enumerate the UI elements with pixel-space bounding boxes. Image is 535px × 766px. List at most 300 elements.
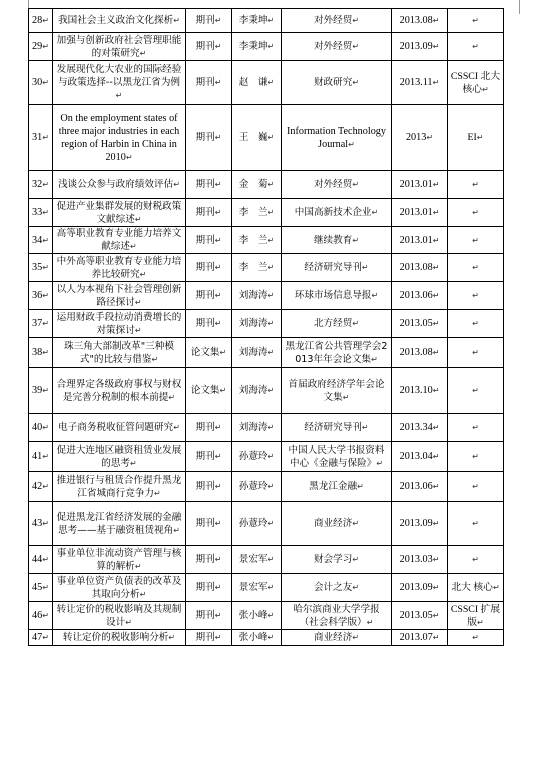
cell-author — [232, 227, 282, 254]
cell-publication — [282, 199, 392, 227]
cell-type — [186, 368, 232, 414]
paragraph-mark: ↵ — [472, 633, 479, 642]
paragraph-mark: ↵ — [42, 348, 49, 357]
cell-title — [53, 472, 186, 502]
paragraph-mark: ↵ — [42, 319, 49, 328]
paragraph-mark: ↵ — [214, 235, 222, 245]
paragraph-mark: ↵ — [214, 583, 222, 592]
paragraph-mark: ↵ — [115, 91, 123, 100]
cell-date — [392, 33, 448, 61]
cell-number-text: 30 — [32, 77, 43, 88]
paragraph-mark: ↵ — [42, 519, 49, 528]
cell-type-text: 期刊 — [195, 554, 215, 565]
crop-mark-left — [14, 0, 29, 14]
table-row — [29, 368, 504, 414]
paragraph-mark: ↵ — [134, 214, 142, 224]
cell-author-text: 张小峰 — [238, 632, 268, 643]
cell-type — [186, 502, 232, 546]
cell-date — [392, 61, 448, 105]
cell-type-text: 期刊 — [195, 290, 215, 301]
cell-type — [186, 61, 232, 105]
cell-date — [392, 282, 448, 310]
paragraph-mark: ↵ — [214, 291, 222, 300]
cell-index — [448, 442, 504, 472]
cell-publication — [282, 254, 392, 282]
cell-title-text: 事业单位非流动资产管理与核算的解析 — [56, 547, 182, 572]
cell-author — [232, 546, 282, 574]
cell-number-text: 32 — [32, 179, 43, 190]
paragraph-mark: ↵ — [267, 555, 275, 564]
cell-type — [186, 630, 232, 646]
cell-number — [29, 368, 53, 414]
cell-title-text: 加强与创新政府社会管理职能的对策研究 — [56, 34, 182, 59]
paragraph-mark: ↵ — [214, 208, 222, 217]
cell-publication-text: 北方经贸 — [313, 318, 353, 329]
paragraph-mark: ↵ — [151, 354, 159, 364]
cell-type — [186, 33, 232, 61]
cell-author — [232, 574, 282, 602]
paragraph-mark: ↵ — [134, 561, 142, 571]
cell-index — [448, 368, 504, 414]
publications-table — [28, 8, 504, 646]
cell-title-text: 促进黑龙江省经济发展的金融思考——基于融资租赁视角 — [56, 511, 182, 536]
cell-author-text: 李 兰 — [238, 262, 268, 273]
cell-index-text: CSSCI 北大核心 — [450, 70, 501, 95]
paragraph-mark: ↵ — [42, 555, 49, 564]
cell-number — [29, 574, 53, 602]
paragraph-mark: ↵ — [426, 133, 434, 142]
table-row — [29, 630, 504, 646]
paragraph-mark: ↵ — [472, 208, 479, 217]
paragraph-mark: ↵ — [472, 519, 479, 528]
cell-publication — [282, 33, 392, 61]
cell-number-text: 35 — [32, 262, 43, 273]
cell-number — [29, 630, 53, 646]
cell-date — [392, 502, 448, 546]
paragraph-mark: ↵ — [134, 297, 142, 307]
cell-publication — [282, 310, 392, 338]
cell-number — [29, 602, 53, 630]
cell-publication-text: 对外经贸 — [313, 179, 353, 190]
cell-date-text: 2013.11 — [399, 77, 433, 88]
cell-index — [448, 105, 504, 171]
paragraph-mark: ↵ — [352, 583, 360, 592]
cell-publication-text: 黑龙江金融 — [309, 481, 358, 492]
paragraph-mark: ↵ — [472, 555, 479, 564]
cell-author — [232, 310, 282, 338]
paragraph-mark: ↵ — [42, 611, 49, 620]
cell-author-text: 刘海涛 — [238, 385, 268, 396]
cell-type-text: 期刊 — [195, 518, 215, 529]
cell-title-text: 浅谈公众参与政府绩效评估 — [58, 179, 174, 190]
cell-type-text: 期刊 — [195, 234, 215, 246]
cell-number — [29, 414, 53, 442]
paragraph-mark: ↵ — [219, 348, 227, 357]
paragraph-mark: ↵ — [432, 263, 440, 272]
cell-publication — [282, 9, 392, 33]
cell-date-text: 2013.08 — [399, 15, 433, 26]
cell-number — [29, 105, 53, 171]
paragraph-mark: ↵ — [432, 519, 440, 528]
cell-date-text: 2013.09 — [399, 41, 433, 52]
paragraph-mark: ↵ — [477, 617, 484, 627]
table-row — [29, 574, 504, 602]
cell-date-text: 2013.04 — [399, 451, 433, 462]
cell-title-text: 转让定价的税收影响及其规制设计 — [56, 603, 182, 628]
cell-author-text: 孙薏玲 — [238, 481, 268, 492]
paragraph-mark: ↵ — [42, 386, 49, 395]
table-row — [29, 105, 504, 171]
paragraph-mark: ↵ — [352, 319, 360, 328]
paragraph-mark: ↵ — [472, 423, 479, 432]
cell-title — [53, 254, 186, 282]
paragraph-mark: ↵ — [352, 16, 360, 25]
paragraph-mark: ↵ — [42, 78, 49, 87]
cell-date — [392, 442, 448, 472]
paragraph-mark: ↵ — [173, 423, 180, 432]
cell-number-text: 39 — [32, 385, 43, 396]
cell-index — [448, 282, 504, 310]
cell-publication — [282, 546, 392, 574]
cell-date-text: 2013.07 — [399, 632, 433, 643]
paragraph-mark: ↵ — [472, 180, 479, 189]
cell-author-text: 刘海涛 — [238, 318, 268, 329]
cell-author-text: 赵 谦 — [238, 77, 268, 88]
cell-date — [392, 574, 448, 602]
paragraph-mark: ↵ — [267, 16, 275, 25]
paragraph-mark: ↵ — [125, 617, 132, 627]
paragraph-mark: ↵ — [214, 423, 222, 432]
paragraph-mark: ↵ — [267, 319, 275, 328]
paragraph-mark: ↵ — [214, 78, 222, 87]
cell-number — [29, 33, 53, 61]
cell-title — [53, 310, 186, 338]
paragraph-mark: ↵ — [371, 354, 378, 364]
cell-type-text: 期刊 — [195, 610, 215, 621]
cell-date — [392, 472, 448, 502]
paragraph-mark: ↵ — [432, 291, 440, 300]
paragraph-mark: ↵ — [267, 42, 275, 51]
cell-date-text: 2013.05 — [399, 318, 433, 329]
cell-title — [53, 338, 186, 368]
paragraph-mark: ↵ — [472, 452, 479, 461]
cell-number-text: 29 — [32, 41, 43, 52]
cell-index — [448, 9, 504, 33]
cell-index — [448, 33, 504, 61]
cell-number — [29, 338, 53, 368]
cell-title-text: On the employment states of three major industries in each region of Harbin in China in 2010 — [58, 112, 180, 163]
cell-date-text: 2013.03 — [399, 554, 433, 565]
cell-index-text: CSSCI 扩展版 — [450, 603, 501, 628]
cell-index — [448, 61, 504, 105]
cell-author-text: 金 菊 — [238, 179, 268, 190]
cell-title-text: 运用财政手段拉动消费增长的对策探讨 — [56, 311, 182, 336]
cell-type — [186, 442, 232, 472]
cell-title-text: 以人为本视角下社会管理创新路径探讨 — [56, 283, 182, 308]
table-row — [29, 33, 504, 61]
cell-type — [186, 282, 232, 310]
cell-type-text: 期刊 — [195, 451, 215, 462]
paragraph-mark: ↵ — [371, 291, 379, 300]
cell-date-text: 2013.34 — [399, 422, 433, 433]
cell-index — [448, 574, 504, 602]
paragraph-mark: ↵ — [42, 482, 49, 491]
paragraph-mark: ↵ — [42, 291, 49, 300]
cell-index — [448, 254, 504, 282]
table-row — [29, 199, 504, 227]
cell-publication-text: 哈尔滨商业大学学报（社会科学版） — [293, 603, 380, 628]
cell-date — [392, 338, 448, 368]
cell-date — [392, 105, 448, 171]
cell-date — [392, 630, 448, 646]
table-row — [29, 282, 504, 310]
cell-index — [448, 338, 504, 368]
paragraph-mark: ↵ — [173, 180, 180, 189]
cell-type-text: 期刊 — [195, 207, 215, 218]
cell-publication-text: 中国高新技术企业 — [294, 207, 372, 218]
paragraph-mark: ↵ — [432, 208, 440, 217]
cell-author-text: 景宏军 — [238, 554, 268, 565]
cell-type — [186, 9, 232, 33]
cell-type-text: 论文集 — [190, 347, 220, 358]
cell-title — [53, 602, 186, 630]
cell-date-text: 2013.09 — [399, 518, 433, 529]
cell-author-text: 孙薏玲 — [238, 451, 268, 462]
paragraph-mark: ↵ — [214, 16, 222, 25]
paragraph-mark: ↵ — [267, 386, 275, 395]
paragraph-mark: ↵ — [432, 633, 440, 642]
cell-title — [53, 502, 186, 546]
cell-number-text: 28 — [32, 15, 43, 26]
cell-index — [448, 502, 504, 546]
cell-publication-text: 中国人民大学书报资料中心《金融与保险》 — [288, 444, 385, 469]
cell-type — [186, 227, 232, 254]
cell-number-text: 33 — [32, 207, 43, 218]
cell-author-text: 刘海涛 — [238, 290, 268, 301]
cell-number-text: 43 — [32, 518, 43, 529]
paragraph-mark: ↵ — [361, 263, 369, 272]
paragraph-mark: ↵ — [42, 16, 49, 25]
paragraph-mark: ↵ — [168, 392, 176, 402]
cell-author — [232, 502, 282, 546]
cell-type — [186, 338, 232, 368]
cell-index-text: 北大 核心 — [451, 582, 493, 593]
cell-date-text: 2013.10 — [399, 385, 433, 396]
cell-date-text: 2013.06 — [399, 290, 433, 301]
cell-type — [186, 546, 232, 574]
paragraph-mark: ↵ — [432, 348, 440, 357]
paragraph-mark: ↵ — [214, 180, 222, 189]
paragraph-mark: ↵ — [342, 392, 350, 402]
paragraph-mark: ↵ — [432, 423, 440, 432]
cell-date — [392, 414, 448, 442]
paragraph-mark: ↵ — [173, 16, 180, 25]
paragraph-mark: ↵ — [432, 555, 440, 564]
paragraph-mark: ↵ — [432, 78, 440, 87]
cell-date-text: 2013.01 — [399, 207, 433, 218]
cell-publication-text: 环球市场信息导报 — [294, 290, 372, 301]
cell-author — [232, 602, 282, 630]
cell-title-text: 珠三角大部制改革"三种模式"的比较与借鉴 — [64, 340, 174, 365]
paragraph-mark: ↵ — [267, 263, 275, 272]
cell-author — [232, 368, 282, 414]
cell-author — [232, 9, 282, 33]
table-row — [29, 602, 504, 630]
paragraph-mark: ↵ — [42, 133, 49, 142]
paragraph-mark: ↵ — [472, 482, 479, 491]
paragraph-mark: ↵ — [267, 423, 275, 432]
paragraph-mark: ↵ — [352, 235, 360, 245]
cell-number — [29, 442, 53, 472]
cell-number-text: 42 — [32, 481, 43, 492]
cell-date — [392, 9, 448, 33]
cell-number-text: 36 — [32, 290, 43, 301]
table-row — [29, 171, 504, 199]
table-row — [29, 414, 504, 442]
table-row — [29, 61, 504, 105]
cell-number-text: 38 — [32, 347, 43, 358]
cell-index-text: EI — [467, 132, 477, 143]
cell-type-text: 期刊 — [195, 632, 215, 643]
cell-title — [53, 282, 186, 310]
table-row — [29, 502, 504, 546]
cell-type-text: 期刊 — [195, 582, 215, 593]
paragraph-mark: ↵ — [42, 235, 49, 245]
cell-author — [232, 61, 282, 105]
paragraph-mark: ↵ — [472, 42, 479, 51]
cell-number-text: 31 — [32, 132, 43, 143]
crop-mark-right — [519, 0, 534, 14]
paragraph-mark: ↵ — [361, 423, 369, 432]
cell-title — [53, 199, 186, 227]
cell-title-text: 事业单位资产负债表的改革及其取向分析 — [56, 575, 182, 600]
paragraph-mark: ↵ — [42, 452, 49, 461]
paragraph-mark: ↵ — [154, 488, 161, 498]
paragraph-mark: ↵ — [432, 319, 440, 328]
cell-date — [392, 546, 448, 574]
cell-date — [392, 310, 448, 338]
paragraph-mark: ↵ — [432, 16, 440, 25]
cell-date-text: 2013.05 — [399, 610, 433, 621]
paragraph-mark: ↵ — [352, 519, 360, 528]
cell-date — [392, 254, 448, 282]
paragraph-mark: ↵ — [267, 452, 275, 461]
paragraph-mark: ↵ — [267, 133, 275, 142]
cell-publication — [282, 414, 392, 442]
cell-title-text: 高等职业教育专业能力培养文献综述 — [56, 228, 182, 252]
paragraph-mark: ↵ — [432, 180, 440, 189]
cell-author-text: 景宏军 — [238, 582, 268, 593]
cell-publication-text: 财会学习 — [313, 554, 353, 565]
paragraph-mark: ↵ — [357, 482, 364, 491]
cell-number — [29, 472, 53, 502]
cell-number — [29, 254, 53, 282]
paragraph-mark: ↵ — [432, 452, 440, 461]
cell-author — [232, 442, 282, 472]
cell-title — [53, 171, 186, 199]
cell-number-text: 34 — [32, 234, 43, 246]
cell-publication — [282, 171, 392, 199]
cell-number — [29, 227, 53, 254]
cell-publication — [282, 227, 392, 254]
cell-author-text: 李秉坤 — [238, 41, 268, 52]
cell-number-text: 47 — [32, 632, 43, 643]
paragraph-mark: ↵ — [267, 348, 275, 357]
cell-type — [186, 602, 232, 630]
paragraph-mark: ↵ — [366, 617, 374, 627]
paragraph-mark: ↵ — [432, 42, 440, 51]
paragraph-mark: ↵ — [472, 235, 479, 245]
cell-author-text: 李 兰 — [238, 234, 268, 246]
paragraph-mark: ↵ — [42, 42, 49, 51]
cell-number-text: 41 — [32, 451, 43, 462]
table-row — [29, 546, 504, 574]
cell-author-text: 刘海涛 — [238, 347, 268, 358]
cell-index — [448, 310, 504, 338]
table-row — [29, 442, 504, 472]
cell-publication — [282, 574, 392, 602]
cell-publication — [282, 502, 392, 546]
cell-publication-text: Information Technology Journal — [287, 125, 386, 150]
paragraph-mark: ↵ — [267, 180, 275, 189]
cell-index — [448, 171, 504, 199]
paragraph-mark: ↵ — [214, 555, 222, 564]
paragraph-mark: ↵ — [214, 633, 222, 642]
paragraph-mark: ↵ — [42, 633, 49, 642]
cell-type — [186, 310, 232, 338]
cell-author-text: 刘海涛 — [238, 422, 268, 433]
cell-publication-text: 经济研究导刊 — [304, 422, 362, 433]
paragraph-mark: ↵ — [267, 482, 275, 491]
paragraph-mark: ↵ — [432, 611, 440, 620]
paragraph-mark: ↵ — [492, 583, 500, 592]
cell-index — [448, 546, 504, 574]
paragraph-mark: ↵ — [348, 139, 355, 149]
cell-publication-text: 继续教育 — [313, 234, 353, 246]
cell-publication-text: 黑龙江省公共管理学会2013年年会论文集 — [285, 340, 388, 365]
cell-author — [232, 33, 282, 61]
cell-title — [53, 630, 186, 646]
cell-title-text: 转让定价的税收影响分析 — [62, 632, 169, 643]
cell-index — [448, 602, 504, 630]
cell-title — [53, 442, 186, 472]
cell-author — [232, 472, 282, 502]
cell-date-text: 2013.01 — [399, 179, 433, 190]
cell-publication-text: 财政研究 — [313, 77, 353, 88]
paragraph-mark: ↵ — [42, 583, 49, 592]
paragraph-mark: ↵ — [371, 208, 379, 217]
cell-type-text: 期刊 — [195, 77, 215, 88]
table-row — [29, 9, 504, 33]
cell-type — [186, 171, 232, 199]
cell-author-text: 孙薏玲 — [238, 518, 268, 529]
paragraph-mark: ↵ — [214, 519, 222, 528]
table-row — [29, 227, 504, 254]
cell-type-text: 期刊 — [195, 15, 215, 26]
paragraph-mark: ↵ — [267, 519, 275, 528]
paragraph-mark: ↵ — [432, 482, 440, 491]
cell-type — [186, 414, 232, 442]
cell-publication — [282, 61, 392, 105]
paragraph-mark: ↵ — [267, 611, 275, 620]
cell-title — [53, 9, 186, 33]
paragraph-mark: ↵ — [472, 263, 479, 272]
paragraph-mark: ↵ — [139, 48, 147, 58]
cell-publication — [282, 630, 392, 646]
cell-date-text: 2013.09 — [399, 582, 433, 593]
paragraph-mark: ↵ — [267, 208, 275, 217]
cell-title-text: 电子商务税收征管问题研究 — [58, 422, 174, 433]
